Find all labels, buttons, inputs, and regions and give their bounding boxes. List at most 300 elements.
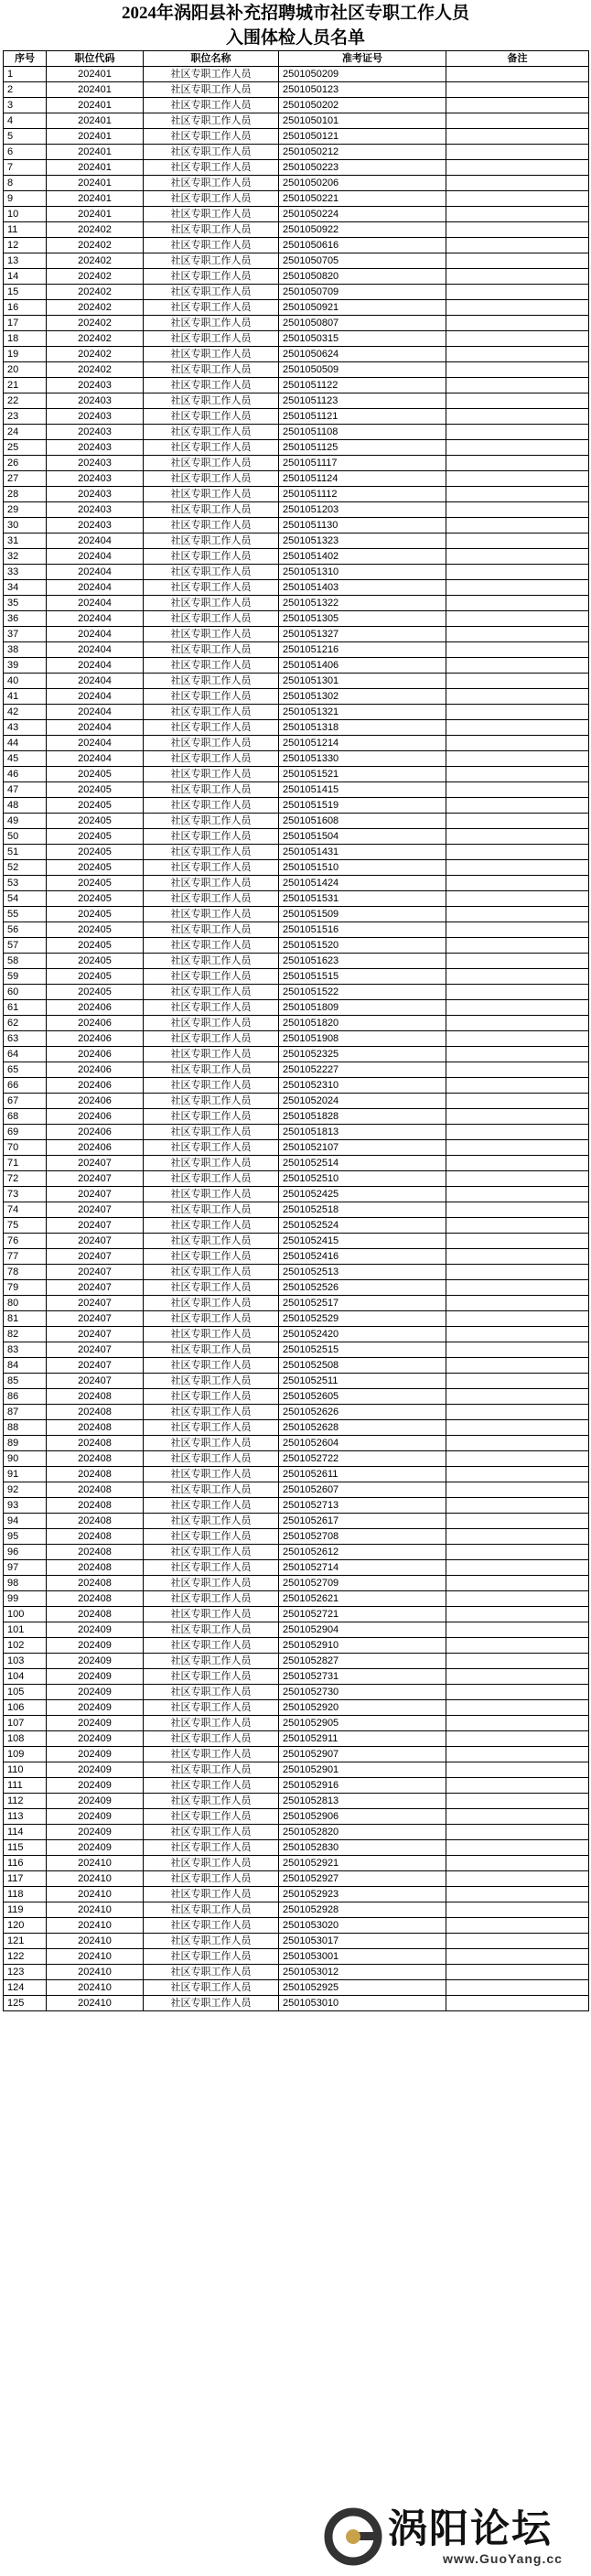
- table-row: [4, 985, 589, 1000]
- cell-ticket-number: 2501052107: [279, 1140, 446, 1156]
- cell-serial: 18: [4, 331, 47, 347]
- cell-position-code: 202405: [47, 969, 144, 985]
- table-row: [4, 1265, 589, 1280]
- cell-remarks: [446, 176, 589, 191]
- cell-serial: 79: [4, 1280, 47, 1296]
- cell-serial: 105: [4, 1685, 47, 1700]
- cell-ticket-number: 2501051323: [279, 534, 446, 549]
- cell-position-code: 202410: [47, 1996, 144, 2011]
- cell-position-name: 社区专职工作人员: [144, 1280, 279, 1296]
- cell-ticket-number: 2501051321: [279, 705, 446, 720]
- cell-serial: 89: [4, 1436, 47, 1451]
- cell-position-code: 202401: [47, 207, 144, 222]
- cell-remarks: [446, 969, 589, 985]
- cell-remarks: [446, 393, 589, 409]
- cell-ticket-number: 2501052830: [279, 1840, 446, 1856]
- cell-ticket-number: 2501051214: [279, 736, 446, 751]
- cell-serial: 24: [4, 425, 47, 440]
- cell-ticket-number: 2501051608: [279, 814, 446, 829]
- cell-position-code: 202406: [47, 1062, 144, 1078]
- table-row: [4, 1934, 589, 1949]
- cell-ticket-number: 2501051403: [279, 580, 446, 596]
- table-row: [4, 1902, 589, 1918]
- cell-position-name: 社区专职工作人员: [144, 1934, 279, 1949]
- cell-position-name: 社区专职工作人员: [144, 1871, 279, 1887]
- table-row: [4, 1747, 589, 1762]
- cell-remarks: [446, 1654, 589, 1669]
- cell-ticket-number: 2501051125: [279, 440, 446, 456]
- cell-position-code: 202403: [47, 393, 144, 409]
- cell-serial: 72: [4, 1171, 47, 1187]
- cell-remarks: [446, 207, 589, 222]
- cell-serial: 22: [4, 393, 47, 409]
- cell-ticket-number: 2501051117: [279, 456, 446, 471]
- table-row: [4, 1218, 589, 1234]
- cell-ticket-number: 2501052524: [279, 1218, 446, 1234]
- cell-position-code: 202405: [47, 876, 144, 891]
- cell-serial: 33: [4, 565, 47, 580]
- cell-serial: 47: [4, 782, 47, 798]
- header-position-name: 职位名称: [144, 51, 279, 67]
- cell-serial: 123: [4, 1965, 47, 1980]
- cell-remarks: [446, 347, 589, 362]
- cell-ticket-number: 2501050820: [279, 269, 446, 285]
- cell-position-code: 202410: [47, 1887, 144, 1902]
- cell-position-code: 202406: [47, 1109, 144, 1125]
- cell-position-code: 202404: [47, 751, 144, 767]
- cell-position-name: 社区专职工作人员: [144, 1918, 279, 1934]
- cell-remarks: [446, 1249, 589, 1265]
- cell-ticket-number: 2501052906: [279, 1809, 446, 1825]
- cell-position-code: 202405: [47, 938, 144, 954]
- cell-position-code: 202407: [47, 1280, 144, 1296]
- cell-position-code: 202401: [47, 191, 144, 207]
- cell-remarks: [446, 1685, 589, 1700]
- cell-serial: 41: [4, 689, 47, 705]
- cell-position-name: 社区专职工作人员: [144, 331, 279, 347]
- cell-ticket-number: 2501052925: [279, 1980, 446, 1996]
- cell-position-code: 202408: [47, 1591, 144, 1607]
- cell-serial: 75: [4, 1218, 47, 1234]
- cell-position-name: 社区专职工作人员: [144, 1265, 279, 1280]
- table-row: [4, 160, 589, 176]
- cell-position-code: 202402: [47, 347, 144, 362]
- cell-ticket-number: 2501051322: [279, 596, 446, 611]
- cell-ticket-number: 2501050705: [279, 253, 446, 269]
- table-row: [4, 269, 589, 285]
- cell-position-code: 202407: [47, 1249, 144, 1265]
- cell-position-code: 202401: [47, 129, 144, 145]
- cell-remarks: [446, 565, 589, 580]
- cell-ticket-number: 2501053017: [279, 1934, 446, 1949]
- cell-position-name: 社区专职工作人员: [144, 1109, 279, 1125]
- cell-remarks: [446, 1762, 589, 1778]
- cell-position-code: 202404: [47, 580, 144, 596]
- cell-remarks: [446, 1187, 589, 1202]
- cell-position-name: 社区专职工作人员: [144, 113, 279, 129]
- cell-ticket-number: 2501052607: [279, 1482, 446, 1498]
- cell-ticket-number: 2501052911: [279, 1731, 446, 1747]
- table-row: [4, 518, 589, 534]
- cell-remarks: [446, 378, 589, 393]
- cell-position-code: 202404: [47, 689, 144, 705]
- cell-position-code: 202408: [47, 1529, 144, 1545]
- table-row: [4, 1762, 589, 1778]
- cell-serial: 71: [4, 1156, 47, 1171]
- table-row: [4, 1109, 589, 1125]
- cell-remarks: [446, 938, 589, 954]
- cell-serial: 119: [4, 1902, 47, 1918]
- cell-ticket-number: 2501051406: [279, 658, 446, 674]
- cell-serial: 111: [4, 1778, 47, 1794]
- cell-remarks: [446, 456, 589, 471]
- cell-ticket-number: 2501052731: [279, 1669, 446, 1685]
- cell-position-code: 202409: [47, 1669, 144, 1685]
- cell-serial: 121: [4, 1934, 47, 1949]
- cell-remarks: [446, 1794, 589, 1809]
- cell-remarks: [446, 409, 589, 425]
- table-row: [4, 642, 589, 658]
- cell-serial: 7: [4, 160, 47, 176]
- cell-ticket-number: 2501052709: [279, 1576, 446, 1591]
- cell-position-name: 社区专职工作人员: [144, 782, 279, 798]
- table-row: [4, 67, 589, 82]
- cell-ticket-number: 2501052713: [279, 1498, 446, 1514]
- cell-remarks: [446, 502, 589, 518]
- cell-position-name: 社区专职工作人员: [144, 674, 279, 689]
- cell-remarks: [446, 1700, 589, 1716]
- cell-remarks: [446, 922, 589, 938]
- cell-ticket-number: 2501051516: [279, 922, 446, 938]
- cell-position-name: 社区专职工作人员: [144, 565, 279, 580]
- cell-ticket-number: 2501051203: [279, 502, 446, 518]
- cell-remarks: [446, 1482, 589, 1498]
- cell-serial: 54: [4, 891, 47, 907]
- table-row: [4, 1311, 589, 1327]
- cell-ticket-number: 2501052529: [279, 1311, 446, 1327]
- table-row: [4, 487, 589, 502]
- table-row: [4, 82, 589, 98]
- cell-remarks: [446, 82, 589, 98]
- cell-position-name: 社区专职工作人员: [144, 1996, 279, 2011]
- cell-position-name: 社区专职工作人员: [144, 1669, 279, 1685]
- table-row: [4, 1529, 589, 1545]
- cell-position-code: 202403: [47, 471, 144, 487]
- cell-position-name: 社区专职工作人员: [144, 456, 279, 471]
- cell-remarks: [446, 1545, 589, 1560]
- cell-position-code: 202408: [47, 1576, 144, 1591]
- cell-position-name: 社区专职工作人员: [144, 1389, 279, 1405]
- cell-position-code: 202402: [47, 269, 144, 285]
- table-row: [4, 1654, 589, 1669]
- cell-position-code: 202409: [47, 1809, 144, 1825]
- cell-position-code: 202405: [47, 845, 144, 860]
- cell-ticket-number: 2501052425: [279, 1187, 446, 1202]
- cell-ticket-number: 2501051431: [279, 845, 446, 860]
- cell-position-name: 社区专职工作人员: [144, 1296, 279, 1311]
- cell-ticket-number: 2501051123: [279, 393, 446, 409]
- cell-serial: 60: [4, 985, 47, 1000]
- cell-position-name: 社区专职工作人员: [144, 798, 279, 814]
- table-row: [4, 782, 589, 798]
- cell-ticket-number: 2501051908: [279, 1031, 446, 1047]
- cell-position-name: 社区专职工作人员: [144, 580, 279, 596]
- cell-remarks: [446, 829, 589, 845]
- table-row: [4, 1171, 589, 1187]
- cell-position-name: 社区专职工作人员: [144, 98, 279, 113]
- table-row: [4, 253, 589, 269]
- cell-serial: 100: [4, 1607, 47, 1622]
- cell-serial: 44: [4, 736, 47, 751]
- cell-serial: 6: [4, 145, 47, 160]
- cell-position-code: 202406: [47, 1094, 144, 1109]
- cell-position-name: 社区专职工作人员: [144, 67, 279, 82]
- table-row: [4, 238, 589, 253]
- table-row: [4, 829, 589, 845]
- cell-position-code: 202410: [47, 1965, 144, 1980]
- cell-ticket-number: 2501052621: [279, 1591, 446, 1607]
- cell-serial: 13: [4, 253, 47, 269]
- table-row: [4, 1451, 589, 1467]
- cell-remarks: [446, 1918, 589, 1934]
- cell-ticket-number: 2501051515: [279, 969, 446, 985]
- cell-remarks: [446, 580, 589, 596]
- cell-ticket-number: 2501050922: [279, 222, 446, 238]
- cell-serial: 66: [4, 1078, 47, 1094]
- document-title: [0, 0, 591, 50]
- cell-remarks: [446, 1747, 589, 1762]
- cell-position-code: 202404: [47, 596, 144, 611]
- cell-position-code: 202410: [47, 1871, 144, 1887]
- table-row: [4, 1809, 589, 1825]
- cell-remarks: [446, 1109, 589, 1125]
- cell-ticket-number: 2501052628: [279, 1420, 446, 1436]
- table-row: [4, 1482, 589, 1498]
- cell-serial: 117: [4, 1871, 47, 1887]
- cell-ticket-number: 2501050209: [279, 67, 446, 82]
- cell-remarks: [446, 1311, 589, 1327]
- cell-ticket-number: 2501052605: [279, 1389, 446, 1405]
- cell-serial: 86: [4, 1389, 47, 1405]
- table-row: [4, 1062, 589, 1078]
- cell-remarks: [446, 300, 589, 316]
- table-row: [4, 98, 589, 113]
- watermark-site-url: www.GuoYang.cc: [443, 2551, 563, 2566]
- cell-remarks: [446, 1965, 589, 1980]
- cell-position-name: 社区专职工作人员: [144, 1078, 279, 1094]
- cell-position-name: 社区专职工作人员: [144, 207, 279, 222]
- cell-remarks: [446, 1871, 589, 1887]
- cell-serial: 17: [4, 316, 47, 331]
- cell-remarks: [446, 1016, 589, 1031]
- cell-position-code: 202404: [47, 720, 144, 736]
- cell-ticket-number: 2501052617: [279, 1514, 446, 1529]
- cell-serial: 61: [4, 1000, 47, 1016]
- cell-serial: 64: [4, 1047, 47, 1062]
- table-row: [4, 565, 589, 580]
- cell-ticket-number: 2501052517: [279, 1296, 446, 1311]
- cell-position-name: 社区专职工作人员: [144, 1156, 279, 1171]
- cell-position-code: 202410: [47, 1949, 144, 1965]
- cell-position-name: 社区专职工作人员: [144, 1980, 279, 1996]
- cell-serial: 21: [4, 378, 47, 393]
- cell-position-code: 202404: [47, 642, 144, 658]
- cell-ticket-number: 2501050624: [279, 347, 446, 362]
- table-row: [4, 1467, 589, 1482]
- cell-ticket-number: 2501050224: [279, 207, 446, 222]
- table-row: [4, 1514, 589, 1529]
- table-row: [4, 549, 589, 565]
- cell-position-code: 202407: [47, 1358, 144, 1374]
- cell-position-name: 社区专职工作人员: [144, 596, 279, 611]
- cell-position-code: 202403: [47, 378, 144, 393]
- cell-serial: 49: [4, 814, 47, 829]
- table-row: [4, 1825, 589, 1840]
- cell-position-code: 202407: [47, 1374, 144, 1389]
- cell-ticket-number: 2501051820: [279, 1016, 446, 1031]
- cell-remarks: [446, 1078, 589, 1094]
- cell-ticket-number: 2501052907: [279, 1747, 446, 1762]
- cell-position-name: 社区专职工作人员: [144, 689, 279, 705]
- table-row: [4, 1965, 589, 1980]
- header-position-code: 职位代码: [47, 51, 144, 67]
- cell-position-code: 202406: [47, 1000, 144, 1016]
- cell-position-code: 202406: [47, 1031, 144, 1047]
- cell-remarks: [446, 1591, 589, 1607]
- cell-position-name: 社区专职工作人员: [144, 1529, 279, 1545]
- cell-serial: 107: [4, 1716, 47, 1731]
- cell-position-code: 202410: [47, 1918, 144, 1934]
- cell-position-name: 社区专职工作人员: [144, 269, 279, 285]
- cell-remarks: [446, 736, 589, 751]
- cell-serial: 70: [4, 1140, 47, 1156]
- cell-serial: 2: [4, 82, 47, 98]
- table-row: [4, 891, 589, 907]
- table-row: [4, 534, 589, 549]
- cell-serial: 16: [4, 300, 47, 316]
- cell-serial: 112: [4, 1794, 47, 1809]
- cell-remarks: [446, 689, 589, 705]
- cell-remarks: [446, 1622, 589, 1638]
- cell-position-name: 社区专职工作人员: [144, 1514, 279, 1529]
- cell-position-code: 202408: [47, 1514, 144, 1529]
- guoyang-logo-icon: [324, 2507, 382, 2566]
- cell-serial: 37: [4, 627, 47, 642]
- cell-serial: 95: [4, 1529, 47, 1545]
- cell-position-name: 社区专职工作人员: [144, 1327, 279, 1342]
- cell-ticket-number: 2501050221: [279, 191, 446, 207]
- cell-remarks: [446, 1202, 589, 1218]
- cell-position-name: 社区专职工作人员: [144, 1825, 279, 1840]
- cell-serial: 113: [4, 1809, 47, 1825]
- cell-position-name: 社区专职工作人员: [144, 736, 279, 751]
- cell-position-name: 社区专职工作人员: [144, 1622, 279, 1638]
- cell-serial: 56: [4, 922, 47, 938]
- cell-position-code: 202408: [47, 1560, 144, 1576]
- table-row: [4, 456, 589, 471]
- table-row: [4, 580, 589, 596]
- table-row: [4, 907, 589, 922]
- table-row: [4, 425, 589, 440]
- cell-remarks: [446, 1514, 589, 1529]
- cell-remarks: [446, 1000, 589, 1016]
- cell-ticket-number: 2501050921: [279, 300, 446, 316]
- cell-remarks: [446, 160, 589, 176]
- table-row: [4, 969, 589, 985]
- cell-position-name: 社区专职工作人员: [144, 1171, 279, 1187]
- cell-position-code: 202401: [47, 160, 144, 176]
- cell-remarks: [446, 751, 589, 767]
- cell-ticket-number: 2501051402: [279, 549, 446, 565]
- cell-serial: 74: [4, 1202, 47, 1218]
- cell-position-code: 202409: [47, 1638, 144, 1654]
- cell-position-name: 社区专职工作人员: [144, 316, 279, 331]
- cell-remarks: [446, 860, 589, 876]
- cell-remarks: [446, 1171, 589, 1187]
- cell-serial: 118: [4, 1887, 47, 1902]
- table-row: [4, 627, 589, 642]
- table-row: [4, 1358, 589, 1374]
- cell-position-code: 202407: [47, 1156, 144, 1171]
- cell-serial: 68: [4, 1109, 47, 1125]
- cell-position-code: 202403: [47, 456, 144, 471]
- cell-position-code: 202407: [47, 1218, 144, 1234]
- cell-remarks: [446, 1529, 589, 1545]
- cell-position-code: 202408: [47, 1451, 144, 1467]
- cell-serial: 45: [4, 751, 47, 767]
- cell-remarks: [446, 1140, 589, 1156]
- table-row: [4, 300, 589, 316]
- cell-serial: 35: [4, 596, 47, 611]
- table-row: [4, 502, 589, 518]
- cell-serial: 96: [4, 1545, 47, 1560]
- cell-position-code: 202408: [47, 1545, 144, 1560]
- cell-ticket-number: 2501052708: [279, 1529, 446, 1545]
- cell-ticket-number: 2501051510: [279, 860, 446, 876]
- cell-position-name: 社区专职工作人员: [144, 253, 279, 269]
- cell-ticket-number: 2501051519: [279, 798, 446, 814]
- cell-remarks: [446, 1607, 589, 1622]
- cell-position-name: 社区专职工作人员: [144, 1545, 279, 1560]
- cell-ticket-number: 2501052510: [279, 1171, 446, 1187]
- cell-ticket-number: 2501052928: [279, 1902, 446, 1918]
- cell-position-code: 202407: [47, 1311, 144, 1327]
- cell-serial: 124: [4, 1980, 47, 1996]
- cell-position-name: 社区专职工作人员: [144, 362, 279, 378]
- cell-position-code: 202407: [47, 1234, 144, 1249]
- cell-position-code: 202402: [47, 285, 144, 300]
- cell-ticket-number: 2501051318: [279, 720, 446, 736]
- table-row: [4, 1887, 589, 1902]
- cell-remarks: [446, 1280, 589, 1296]
- cell-ticket-number: 2501052916: [279, 1778, 446, 1794]
- cell-position-name: 社区专职工作人员: [144, 1747, 279, 1762]
- cell-remarks: [446, 782, 589, 798]
- cell-remarks: [446, 1327, 589, 1342]
- cell-ticket-number: 2501051108: [279, 425, 446, 440]
- cell-position-name: 社区专职工作人员: [144, 1638, 279, 1654]
- cell-position-code: 202402: [47, 238, 144, 253]
- cell-position-name: 社区专职工作人员: [144, 1685, 279, 1700]
- cell-serial: 102: [4, 1638, 47, 1654]
- table-row: [4, 113, 589, 129]
- cell-remarks: [446, 113, 589, 129]
- cell-remarks: [446, 985, 589, 1000]
- cell-remarks: [446, 658, 589, 674]
- cell-ticket-number: 2501052813: [279, 1794, 446, 1809]
- cell-position-name: 社区专职工作人员: [144, 814, 279, 829]
- cell-position-code: 202409: [47, 1685, 144, 1700]
